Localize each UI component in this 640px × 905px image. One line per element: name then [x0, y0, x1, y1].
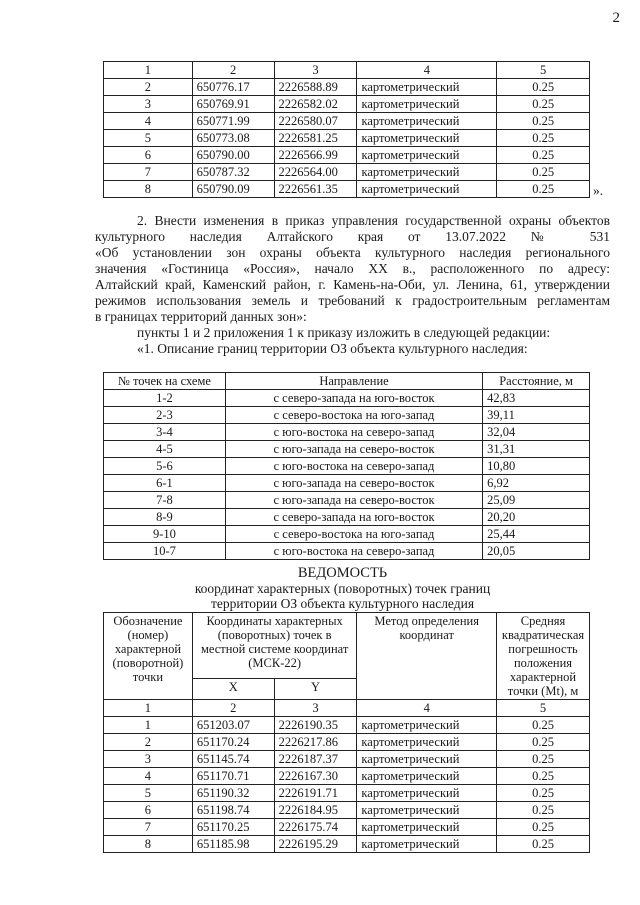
table-row: [104, 819, 590, 836]
table-row: [104, 509, 590, 526]
table-cell: картометрический: [357, 96, 497, 113]
table-cell: 2: [104, 79, 193, 96]
section-title: «1. Описание границ территории ОЗ объекта культурного наследия:: [137, 341, 528, 356]
table-row: [104, 526, 590, 543]
paragraph-line: Алтайский край, Каменский район, г. Камень-на-Оби, ул. Ленина, 61, утверждении: [95, 277, 610, 292]
table-cell: картометрический: [357, 79, 497, 96]
table-cell: картометрический: [357, 130, 497, 147]
table-cell: 0.25: [497, 181, 590, 198]
boundary-description-table: [103, 372, 590, 560]
table-cell: 39,11: [483, 407, 590, 424]
table-row: [104, 458, 590, 475]
table-cell: 8-9: [104, 509, 226, 526]
table-cell: картометрический: [357, 181, 497, 198]
table-cell: 1: [104, 717, 193, 734]
table-cell: 2226167.30: [274, 768, 357, 785]
coordinates-table-bottom: [103, 612, 590, 853]
table-cell: 2226187.37: [274, 751, 357, 768]
table-cell: с юго-запада на северо-восток: [225, 441, 482, 458]
table-cell: 2226588.89: [274, 79, 357, 96]
closing-quote-mark: ».: [593, 183, 604, 198]
header-method: Метод определения координат: [357, 613, 497, 700]
table-cell: картометрический: [357, 819, 497, 836]
table-cell: картометрический: [357, 785, 497, 802]
table-cell: 10,80: [483, 458, 590, 475]
table-cell: картометрический: [357, 802, 497, 819]
table-row: [104, 785, 590, 802]
header-point-label: Обозначение (номер) характерной (поворотной) точки: [104, 613, 193, 700]
table-cell: с юго-запада на северо-восток: [225, 492, 482, 509]
table-cell: 25,44: [483, 526, 590, 543]
table-row: [104, 836, 590, 853]
table-cell: картометрический: [357, 164, 497, 181]
table-cell: 2226217.86: [274, 734, 357, 751]
table-cell: 5: [104, 130, 193, 147]
table-header-cell: Направление: [225, 373, 482, 390]
table-cell: 650771.99: [192, 113, 274, 130]
table-cell: 20,20: [483, 509, 590, 526]
table-header-cell: 2: [192, 62, 274, 79]
table-cell: 2226564.00: [274, 164, 357, 181]
table-cell: 0.25: [497, 836, 590, 853]
table-cell: 2226184.95: [274, 802, 357, 819]
vedomost-title-block: [95, 566, 590, 611]
table-cell: 9-10: [104, 526, 226, 543]
table-cell: 3-4: [104, 424, 226, 441]
table-header-cell: 5: [497, 62, 590, 79]
table-cell: 20,05: [483, 543, 590, 560]
table-row: [104, 113, 590, 130]
table-cell: 4: [104, 768, 193, 785]
table-row: [104, 751, 590, 768]
table-row: [104, 717, 590, 734]
table-cell: 2226582.02: [274, 96, 357, 113]
table-cell: картометрический: [357, 147, 497, 164]
table-cell: 8: [104, 181, 193, 198]
table-row: [104, 475, 590, 492]
table-cell: 2: [104, 734, 193, 751]
column-number-cell: 2: [192, 700, 274, 717]
table-cell: 7: [104, 819, 193, 836]
column-number-cell: 3: [274, 700, 357, 717]
table-cell: 651170.71: [192, 768, 274, 785]
table-row: [104, 96, 590, 113]
table-cell: 7: [104, 164, 193, 181]
table-cell: 6: [104, 147, 193, 164]
table-cell: 0.25: [497, 785, 590, 802]
table-cell: 0.25: [497, 79, 590, 96]
table-cell: с юго-запада на северо-восток: [225, 475, 482, 492]
table-cell: 3: [104, 751, 193, 768]
table-cell: 31,31: [483, 441, 590, 458]
column-number-row: [104, 700, 590, 717]
table-header-cell: 1: [104, 62, 193, 79]
coordinates-table-top: [103, 61, 590, 198]
table-cell: 5: [104, 785, 193, 802]
page-number: 2: [612, 10, 620, 26]
table-cell: 0.25: [497, 751, 590, 768]
paragraph-line: значения «Гостиница «Россия», начало XX в., расположенного по адресу:: [95, 261, 610, 276]
table-row: [104, 492, 590, 509]
table-row: [104, 181, 590, 198]
table-cell: 0.25: [497, 768, 590, 785]
table-row: [104, 407, 590, 424]
paragraph-line: культурного наследия Алтайского края от 13.07.2022 № 531: [95, 229, 610, 244]
table-cell: картометрический: [357, 113, 497, 130]
amendment-paragraph: [95, 213, 610, 357]
table-cell: 651198.74: [192, 802, 274, 819]
table-cell: 8: [104, 836, 193, 853]
table-cell: 32,04: [483, 424, 590, 441]
table-cell: 651145.74: [192, 751, 274, 768]
table-cell: 0.25: [497, 164, 590, 181]
table-cell: 0.25: [497, 113, 590, 130]
table-header-cell: 4: [357, 62, 497, 79]
table-cell: 6,92: [483, 475, 590, 492]
table-cell: 2226191.71: [274, 785, 357, 802]
table-cell: 2-3: [104, 407, 226, 424]
header-x: X: [192, 678, 274, 699]
vedomost-subtitle: координат характерных (поворотных) точек границ: [194, 581, 491, 596]
header-coordinates: Координаты характерных (поворотных) точек в местной системе координат (МСК-22): [192, 613, 357, 679]
header-error: Средняя квадратическая погрешность положения характерной точки (Mt), м: [497, 613, 590, 700]
table-cell: 10-7: [104, 543, 226, 560]
column-number-cell: 4: [357, 700, 497, 717]
table-cell: 650790.00: [192, 147, 274, 164]
table-cell: 6: [104, 802, 193, 819]
paragraph-line: пункты 1 и 2 приложения 1 к приказу изложить в следующей редакции:: [137, 325, 551, 340]
table-row: [104, 543, 590, 560]
table-cell: 1-2: [104, 390, 226, 407]
vedomost-title: ВЕДОМОСТЬ: [297, 565, 388, 581]
table-cell: картометрический: [357, 768, 497, 785]
table-cell: 650773.08: [192, 130, 274, 147]
table-cell: 0.25: [497, 147, 590, 164]
column-number-cell: 1: [104, 700, 193, 717]
paragraph-line: «Об установлении зон охраны объекта культурного наследия регионального: [95, 245, 610, 260]
table-cell: картометрический: [357, 751, 497, 768]
table-cell: 650776.17: [192, 79, 274, 96]
table-cell: 651190.32: [192, 785, 274, 802]
table-header-row: [104, 62, 590, 79]
table-cell: картометрический: [357, 717, 497, 734]
table-cell: с юго-востока на северо-запад: [225, 424, 482, 441]
table-cell: 0.25: [497, 96, 590, 113]
table-row: [104, 424, 590, 441]
table-header-cell: № точек на схеме: [104, 373, 226, 390]
table-cell: 4-5: [104, 441, 226, 458]
table-cell: с северо-востока на юго-запад: [225, 407, 482, 424]
table-cell: картометрический: [357, 836, 497, 853]
table-cell: 2226580.07: [274, 113, 357, 130]
paragraph-line: 2. Внести изменения в приказ управления государственной охраны объектов: [137, 213, 610, 228]
table-cell: 42,83: [483, 390, 590, 407]
table-cell: с северо-востока на юго-запад: [225, 526, 482, 543]
table-cell: 0.25: [497, 734, 590, 751]
table-row: [104, 130, 590, 147]
table-header-row: [104, 373, 590, 390]
table-cell: 3: [104, 96, 193, 113]
table-cell: с юго-востока на северо-запад: [225, 458, 482, 475]
table-cell: 2226190.35: [274, 717, 357, 734]
table-row: [104, 802, 590, 819]
table-row: [104, 79, 590, 96]
table-cell: с северо-запада на юго-восток: [225, 509, 482, 526]
table-cell: 2226175.74: [274, 819, 357, 836]
table-cell: 0.25: [497, 819, 590, 836]
table-cell: 2226561.35: [274, 181, 357, 198]
table-row: [104, 768, 590, 785]
table-cell: 651203.07: [192, 717, 274, 734]
table-cell: 651170.25: [192, 819, 274, 836]
header-y: Y: [274, 678, 357, 699]
table-cell: 2226566.99: [274, 147, 357, 164]
table-cell: 651185.98: [192, 836, 274, 853]
table-cell: 0.25: [497, 802, 590, 819]
table-cell: 650790.09: [192, 181, 274, 198]
table-cell: 650769.91: [192, 96, 274, 113]
table-row: [104, 390, 590, 407]
table-cell: 651170.24: [192, 734, 274, 751]
table-row: [104, 147, 590, 164]
table-cell: 25,09: [483, 492, 590, 509]
table-cell: 2226195.29: [274, 836, 357, 853]
paragraph-line: в границах территорий данных зон»:: [95, 309, 307, 324]
table-cell: 6-1: [104, 475, 226, 492]
table-row: [104, 734, 590, 751]
table-row: [104, 441, 590, 458]
vedomost-subtitle: территории ОЗ объекта культурного наследия: [210, 596, 475, 611]
table-cell: 4: [104, 113, 193, 130]
table-header-row: [104, 613, 590, 679]
table-row: [104, 164, 590, 181]
table-cell: с юго-востока на северо-запад: [225, 543, 482, 560]
table-cell: с северо-запада на юго-восток: [225, 390, 482, 407]
table-header-cell: 3: [274, 62, 357, 79]
table-cell: 650787.32: [192, 164, 274, 181]
table-cell: 0.25: [497, 717, 590, 734]
table-header-cell: Расстояние, м: [483, 373, 590, 390]
paragraph-line: режимов использования земель и требований к градостроительным регламентам: [95, 293, 610, 308]
table-cell: 0.25: [497, 130, 590, 147]
table-cell: картометрический: [357, 734, 497, 751]
column-number-cell: 5: [497, 700, 590, 717]
table-cell: 2226581.25: [274, 130, 357, 147]
table-cell: 5-6: [104, 458, 226, 475]
table-cell: 7-8: [104, 492, 226, 509]
